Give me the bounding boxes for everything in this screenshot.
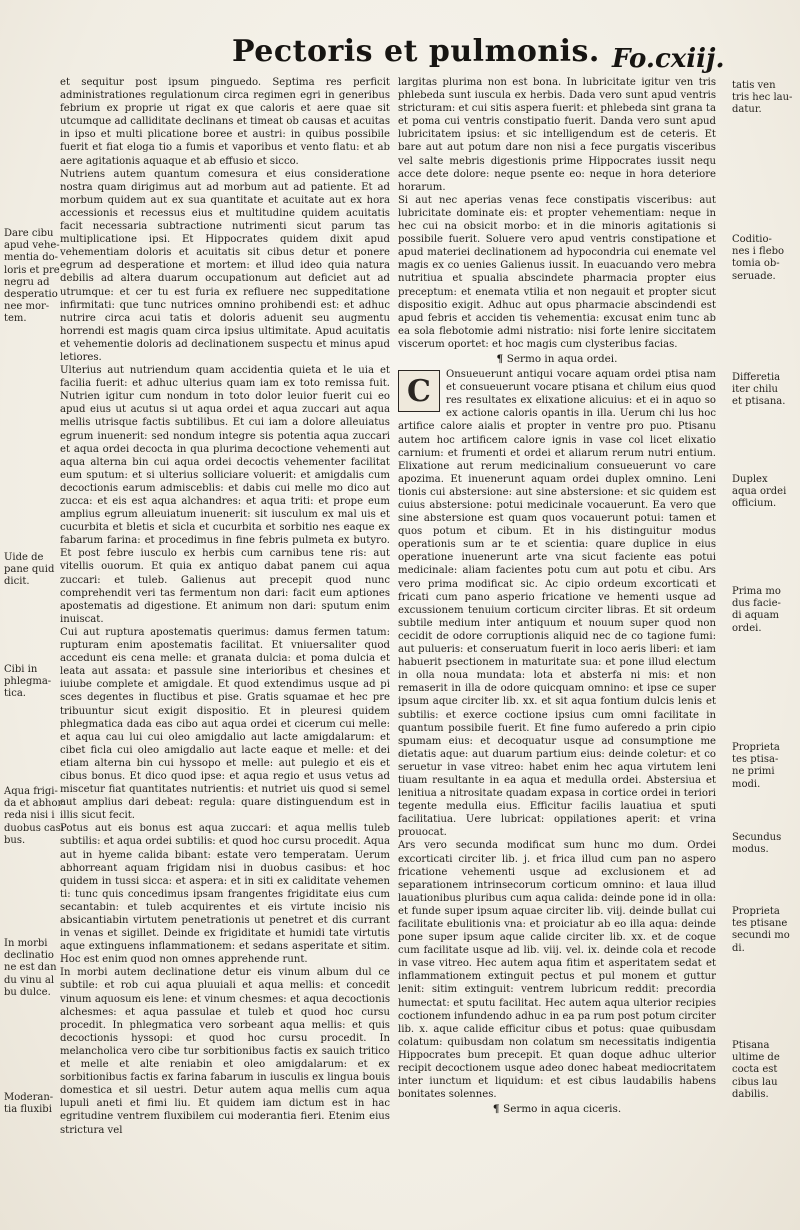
margin-note: Ptisana ultime de cocta est cibus lau dabilis. (732, 1040, 780, 1100)
right-text-column (398, 76, 716, 1134)
folio-number: Fo.cxiij. (612, 44, 725, 74)
paragraph: largitas plurima non est bona. In lubricitate igitur ven tris phlebeda sunt iuscula ex herbis. Dada vero sunt apud ventris stricturam: et cui sitis aspera fuerit: et phlebeda sint grana ta et poma cui ventris constipatio fuerit. Danda vero sunt apud lubricitatem ipsius: et sic intelligendum est de ceteris. Et bare aut aut potum dare non nisi a fece purgatis visceribus vel salte mebris digestionis prime Hippocrates iussit nequ acce dete dolore: neque psente eo: neque in hora deteriore horarum. (398, 77, 716, 193)
paragraph: Potus aut eis bonus est aqua zuccari: et aqua mellis tuleb subtilis: et aqua ordei subtilis: et quod hoc cursu procedit. Aqua aut in hyeme calida bibant: estate vero temperatam. Uerum abhorreant aquam frigidam nisi in duobus casibus: et hoc quidem in tussi sicca: et aspera: et in siti ex caliditate vehemen ti: tunc quis concedimus ipsam frangentes frigiditate eius cum secantabin: et tuleb acquirentes et eis virtute incisio nis absicantiabin virtutem penetrationis ut penetret et dis currant in venas et sigillet. Deinde ex frigiditate et humidi tate virtutis aque extinguens inflammationem: et sedans asperitate et sitim. Hoc est enim quod non omnes apprehende runt. (60, 823, 390, 966)
decorated-initial-c-icon: C (398, 370, 440, 412)
section-heading (398, 1103, 716, 1116)
margin-note: Aqua frigi- da et abhor reda nisi i duobus casi bus. (4, 786, 64, 846)
paragraph-text: Onsueuerunt antiqui vocare aquam ordei ptisa nam et consueuerunt vocare ptisana et chilum eius quod res resultates ex elixatione alicuius: et ei in aquo so ex actione caloris opantis in illa. Uerum chi lus hoc artifice calore aialis et propter in ventre pro puo. Ptisanu autem hoc artificem calore ignis in vase col licet elixatio carnium: et frumenti et ordei et aliarum rerum nutri entium. Elixatione aut rerum medicinalium consueuerunt vo care apozima. Et inuenerunt aquam ordei duplex omnino. Leni tionis cui abstersione: aut sine abstersione: et sic quidem est cuius abstersione: potui medicinale vocauerunt. Ea vero que sine abstersione est quam quos vocauerunt potui: tamen et quos potum et cibum. Et in his distinguitur modus operationis sum ar te et scientia: quare duplice in eius operatione inuenerunt arte vna sicut faciente eas potui medicinale: aliam facientes potu cum aut potu et cibu. Ars vero prima modificat sic. Ac cipio ordeum excorticati et fricati cum pano asperio fricatione ve hementi usque ad excussionem tenuium corticum circiter libras. Et sit ordeum subtile medium inter antiquum et nouum super quod non cecidit de odore corruptionis aliquid nec de co tagione fumi: aut pulueris: et conseruatum fuerit in loco aeris liberi: et iam habuerit psectionem in maturitate sua: et pone illud electum in olla noua mundata: lota et absterfa ni mis: et non remaserit in illa de odore quicquam omnino: et ipse ce super ipsum aque circiter lib. xx. et sit aqua fontium dulcis lenis et subtilis: et exerce coctione ipsius cum omni facilitate in quantum possibile fuerit. Et fine fumo auferedo a prin cipio spumam eius: et decoquatur usque ad consumptione me dietatis aque: aut duarum partium eius: deinde coletur: et co seruetur in vase vitreo: habet enim hec aqua virtutem leni tiuam resultante in ea aqua et medulla ordei. Abstersiua et lenitiua a nitrositate quadam expasa in cortice ordei in teriori tegente medulla eius. Efficitur facilis lauatiua et sputi facilitatiua. Uere lubricat: oppilationes aperit: et vrina prouocat. (398, 369, 716, 839)
margin-note: Prima mo dus facie- di aquam ordei. (732, 586, 781, 634)
margin-note: Coditio- nes i flebo tomia ob- seruade. (732, 234, 785, 282)
margin-note: In morbi declinatio ne est dan du vinu al bu dulce. (4, 938, 57, 998)
margin-note: Proprieta tes ptisa- ne primi modi. (732, 742, 780, 790)
paragraph: In morbi autem declinatione detur eis vinum album dul ce subtile: et rob cui aqua pluuiali et aqua mellis: et concedit vinum aquosum eis lene: et vinum chesmes: et aqua decoctionis alchesmes: et aqua passulae et tuleb et quod hoc cursu procedit. In phlegmatica vero sorbeant aqua mellis: et quis decoctionis hyssopi: et quod hoc cursu procedit. In melancholica vero cibe tur sorbitionibus factis ex sauich tritico et melle et alte reniabin et oleo amigdalarum: et ex sorbitionibus factis ex farina fabarum in iusculis ex lingua bouis domestica et sil uestri. Detur autem aqua mellis cum aqua lupuli aneti et fimi liu. Et quidem iam dictum est in hac egritudine ventrem fluxibilem cui moderantia fieri. Etenim eius strictura vel (60, 967, 390, 1134)
running-title: Pectoris et pulmonis. (232, 34, 600, 69)
margin-note: Moderan- tia fluxibi (4, 1092, 54, 1116)
margin-note: Proprieta tes ptisane secundi mo di. (732, 906, 790, 954)
section-heading-text: Sermo in aqua ciceris. (503, 1103, 622, 1116)
paragraph-mark-icon: ¶ (492, 1103, 504, 1116)
margin-note: tatis ven tris hec lau- datur. (732, 80, 793, 116)
margin-note: Secundus modus. (732, 832, 782, 856)
margin-note: Uide de pane quid dicit. (4, 552, 55, 588)
paragraph: Cui aut ruptura apostematis querimus: damus fermen tatum: rupturam enim apostematis facilitat. Et vniuersaliter quod accedunt eis cena melle: et granata dulcia: et poma dulcia et leata aut assata: et passule sine interioribus et chesines et iuiube complete et amigdale. Et quod extendimus usque ad pi sces degentes in fluctibus et pise. Gratis squamae et hec pre tribuuntur sicut exigit dispositio. Et in pleuresi quidem phlegmatica dada eas cibo aut aqua ordei et cicerum cui melle: et aqua cau lui cui oleo amigdalio aut lacte amigdalarum: et cibet ficla cui oleo amigdalio aut lacte eaque et melle: et dei etiam alterna bin cui hyssopo et melle: aut pulegio et eis et cibus bonus. Et dico quod ipse: et aqua regio et usus vetus ad miscetur fiat quantitates nutrientis: et nutriet uis quod si semel aut amplius dari debeat: regula: quare distinguendum est in illis sicut fecit. (60, 626, 390, 822)
left-text-column (60, 76, 390, 1134)
paragraph-with-initial (398, 368, 716, 839)
section-heading (398, 353, 716, 366)
paragraph-mark-icon: ¶ (496, 352, 507, 365)
margin-note: Duplex aqua ordei officium. (732, 474, 787, 510)
margin-note: Differetia iter chilu et ptisana. (732, 372, 786, 408)
paragraph: Ars vero secunda modificat sum hunc mo dum. Ordei excorticati circiter lib. j. et frica illud cum pan no aspero fricatione vehementi usque ad exclusionem et ad separationem intrinsecorum corticum omnino: et laua illud lauationibus pluribus cum aqua calida: deinde pone id in olla: et funde super ipsum aquae circiter lib. viij. deinde bullat cui facilitate ebulitionis vna: et proiciatur ab eo illa aqua: deinde pone super ipsum aque calide circiter lib. xx. et de coque cum facilitate usque ad lib. viij. vel. ix. deinde cola et recode in vase vitreo. Hec autem aqua fitim et asperitatem sedat et inflammationem extinguit pectus et pul monem et guttur lenit: sitim extinguit: ventrem lubricum reddit: precordia humectat: et sputu facilitat. Hec autem aqua ulterior recipies coctionem infundendo adhuc in ea pa rum post potum circiter lib. x. aque calide efficitur cibus et potus: quae quibusdam colatum: quibusdam non colatum sm necessitatis indigentia Hippocrates bum precepit. Et quan doque adhuc ulterior recipit decoctionem usque adeo donec habeat mediocritatem inter iunctum et liquidum: et est cibus laudabilis habens bonitates solennes. (398, 840, 716, 1101)
paragraph: Si aut nec aperias venas fece constipatis visceribus: aut lubricitate dominate eis: et propter vehementiam: neque in hec cui na obsicit morbo: et in die minoris agitationis si possibile fuerit. Soluere vero apud ventris constipatione et apud materiei declinationem ad hypocondria cui enemate vel magis ex co uenies Galienus iussit. In euacuando vero mebra nutritiua et spualia abscindete pharmacia propter eius preceptum: et enemata vtilia et non negauit et propter sicut dispositio exigit. Adhuc aut opus pharmacie abscindendi est apud febris et acciden tis vehementia: excusat enim tunc ab ea sola flebotomie admi nistratio: nisi forte lenire siccitatem viscerum oportet: et hoc magis cum clysteribus facias. (398, 194, 716, 350)
margin-note: Dare cibu apud vehe- mentia do- loris et pre negru ad desperatio nee mor- tem. (4, 228, 60, 325)
paragraph: Nutriens autem quantum comesura et eius consideratione nostra quam dirigimus aut ad morbum aut ad patiente. Et ad morbum quidem aut ex sua quantitate et acuitate aut ex hora accessionis et recessus eius et multitudine quidem acuitatis facit necessaria subtractione nutrimenti sicut parum tas multiplicatione ipsi. Et Hippocrates quidem dixit apud vehementiam doloris et acuitatis sit cibus detur et ponere egrum ad desperatione et mortem: et illud ideo quia natura debilis ad altera duarum occupationum aut deficiet aut ad utrumque: et cer tu est furia ex refluere nec suppeditatione infirmitati: que tunc nutrices omnino prohibendi est: et adhuc nutrire circa acui tatis et doloris aduenit seu augmentu horrendi est magis quam circa ipsius ultimitate. Apud acuitatis et vehementie doloris ad declinationem suspectu et minus apud letiores. (60, 168, 390, 363)
margin-note: Cibi in phlegma- tica. (4, 664, 52, 700)
paragraph: et sequitur post ipsum pinguedo. Septima res perficit administrationes regulationum circa regimen egri in generibus febrium ex proprie ut rigat ex que caloris et aere quae sit utcumque ad calliditate declinans et timeat ob causas et acuitas in ipso et multi plicatione boree et austri: in quibus possibile fuerit et fiat eloga tio a fumis et vaporibus et vento flatu: et ab aere agitationis aquaque et ab effusio et sicco. (60, 77, 390, 167)
section-heading-text: Sermo in aqua ordei. (506, 352, 618, 365)
paragraph: Ulterius aut nutriendum quam accidentia quieta et le uia et facilia fuerit: et adhuc ulterius quam iam ex toto remissa fuit. Nutrien igitur cum nondum in toto dolor leuior fuerit cui eo apud eius ut acutus si ut aqua ordei et aqua zuccari aut aqua mellis utrisque factis subtilibus. Et cui iam a dolore alleuiatus egrum inuenerit: sed nondum integre sis potentia aqua zuccari et aqua ordei decocta in qua plurima decoctione vehementi aut aqua alterna bin cui aqua ordei decoctis vehementer facilitat eum sputum: et si ulterius solliciare voluerit: et amigdalis cum decoctionis earum admisceblis: et dabis cui melle mo dico aut zucca: et eis est aqua alchandres: et aqua triti: et prope eum amplius egrum alleuiatum inuenerit: sit iusculum ex mal uis et cucurbita et bletis et sicla et cucurbita et sorbitio nes eaque ex fabarum farina: et procedimus in fine febris pulmeta ex butyro. Et post febre iusculo ex herbis cum carnibus tene ris: aut vitellis ouorum. Et quia ex antiquo dabat panem cui aqua zuccari: et tuleb. Galienus aut precepit quod nunc comprehendit veri tas fermentum non dari: facit eum aptiones apostematis ad digestione. Et animum non dari: sputum enim inuiscat. (60, 365, 390, 625)
